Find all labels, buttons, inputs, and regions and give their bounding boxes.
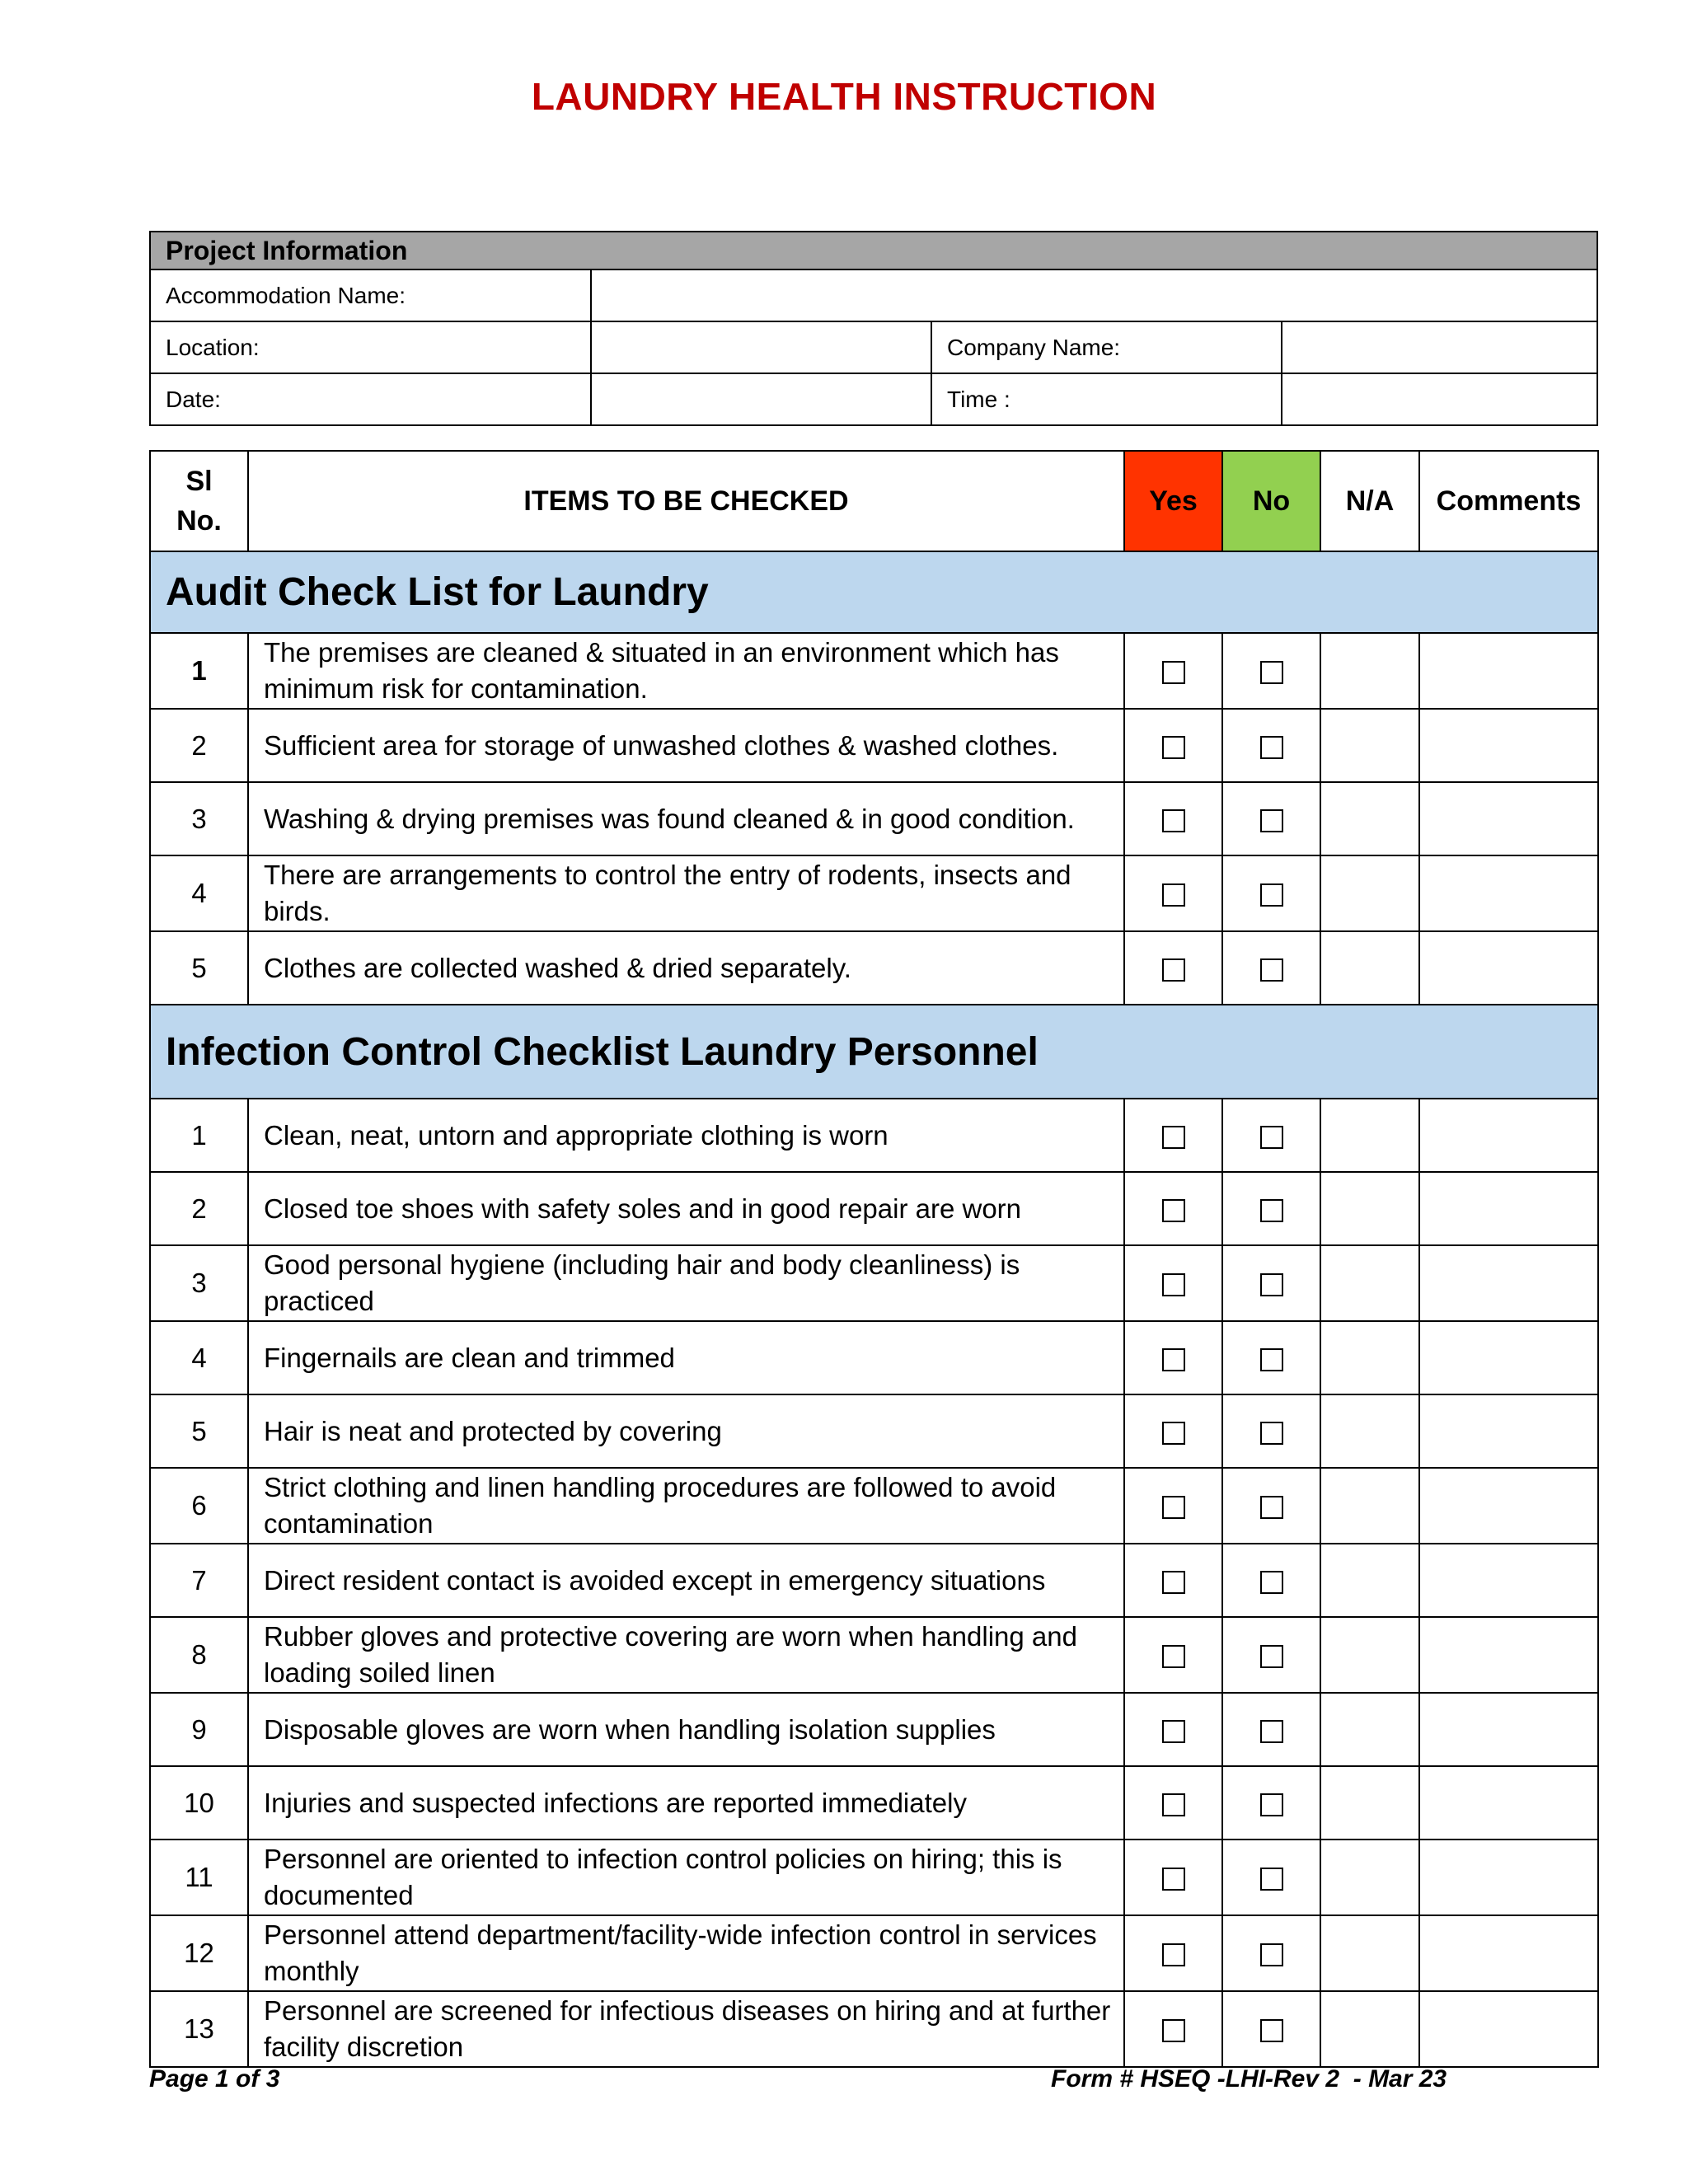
no-cell [1222,1245,1320,1321]
na-cell[interactable] [1320,1468,1419,1544]
checklist-row [150,1321,1598,1394]
document-title: LAUNDRY HEALTH INSTRUCTION [531,75,1157,118]
item-text: Fingernails are clean and trimmed [248,1321,1124,1394]
no-cell [1222,1991,1320,2067]
na-cell[interactable] [1320,931,1419,1005]
na-cell[interactable] [1320,1099,1419,1172]
no-cell [1222,1617,1320,1693]
no-checkbox[interactable] [1260,958,1283,982]
time-field[interactable] [1282,373,1597,425]
no-cell [1222,1099,1320,1172]
comments-cell[interactable] [1419,1840,1598,1915]
yes-cell [1124,1321,1222,1394]
company-field[interactable] [1282,321,1597,373]
comments-cell[interactable] [1419,1915,1598,1991]
location-label: Location: [150,321,591,373]
no-checkbox[interactable] [1260,1868,1283,1891]
row-number: 4 [150,1321,248,1394]
date-field[interactable] [591,373,931,425]
no-cell [1222,1172,1320,1245]
yes-cell [1124,1915,1222,1991]
comments-cell[interactable] [1419,633,1598,709]
checklist-row [150,1617,1598,1693]
checklist-row [150,709,1598,782]
checklist-row [150,1394,1598,1468]
comments-cell[interactable] [1419,1544,1598,1617]
na-cell[interactable] [1320,1172,1419,1245]
yes-cell [1124,782,1222,855]
na-cell[interactable] [1320,1321,1419,1394]
no-cell [1222,1766,1320,1840]
yes-cell [1124,1099,1222,1172]
item-text: Clean, neat, untorn and appropriate clothing is worn [248,1099,1124,1172]
no-checkbox[interactable] [1260,1348,1283,1371]
comments-cell[interactable] [1419,855,1598,931]
yes-checkbox[interactable] [1162,1793,1185,1816]
row-number: 1 [150,633,248,709]
row-number: 11 [150,1840,248,1915]
checklist-row [150,1172,1598,1245]
no-cell [1222,633,1320,709]
comments-cell[interactable] [1419,1099,1598,1172]
yes-checkbox[interactable] [1162,1348,1185,1371]
item-text: Personnel are screened for infectious diseases on hiring and at further facility discretion [248,1991,1124,2067]
na-cell[interactable] [1320,1915,1419,1991]
checklist-row [150,633,1598,709]
yes-cell [1124,855,1222,931]
section-title: Infection Control Checklist Laundry Personnel [150,1005,1598,1099]
row-number: 5 [150,1394,248,1468]
yes-checkbox[interactable] [1162,809,1185,832]
no-checkbox[interactable] [1260,1793,1283,1816]
section-header-row [150,1005,1598,1099]
comments-cell[interactable] [1419,1394,1598,1468]
yes-cell [1124,709,1222,782]
yes-cell [1124,1693,1222,1766]
na-cell[interactable] [1320,1766,1419,1840]
yes-checkbox[interactable] [1162,1496,1185,1519]
yes-cell [1124,1468,1222,1544]
comments-cell[interactable] [1419,782,1598,855]
yes-cell [1124,633,1222,709]
item-text: Strict clothing and linen handling procedures are followed to avoid contamination [248,1468,1124,1544]
date-label: Date: [150,373,591,425]
no-checkbox[interactable] [1260,883,1283,907]
row-number: 12 [150,1915,248,1991]
yes-checkbox[interactable] [1162,2019,1185,2042]
na-cell[interactable] [1320,1394,1419,1468]
row-number: 5 [150,931,248,1005]
row-number: 1 [150,1099,248,1172]
no-checkbox[interactable] [1260,1422,1283,1445]
accommodation-field[interactable] [591,269,1597,321]
comments-cell[interactable] [1419,1617,1598,1693]
yes-cell [1124,931,1222,1005]
comments-cell[interactable] [1419,1172,1598,1245]
yes-cell [1124,1991,1222,2067]
yes-checkbox[interactable] [1162,1199,1185,1222]
yes-checkbox[interactable] [1162,1868,1185,1891]
sl-no-header-label: Sl No. [176,466,222,537]
yes-cell [1124,1544,1222,1617]
na-cell[interactable] [1320,1840,1419,1915]
no-header: No [1222,451,1320,551]
accommodation-label: Accommodation Name: [150,269,591,321]
yes-checkbox[interactable] [1162,883,1185,907]
yes-checkbox[interactable] [1162,958,1185,982]
row-number: 10 [150,1766,248,1840]
checklist-row [150,931,1598,1005]
yes-cell [1124,1394,1222,1468]
checklist-row [150,782,1598,855]
na-cell[interactable] [1320,633,1419,709]
time-label: Time : [931,373,1282,425]
project-info-header: Project Information [150,232,1597,269]
na-cell[interactable] [1320,1693,1419,1766]
no-checkbox[interactable] [1260,2019,1283,2042]
section-title: Audit Check List for Laundry [150,551,1598,633]
checklist-row [150,855,1598,931]
items-header: ITEMS TO BE CHECKED [248,451,1124,551]
yes-header: Yes [1124,451,1222,551]
project-info-header-row [150,232,1597,269]
row-number: 8 [150,1617,248,1693]
checklist-row [150,1991,1598,2067]
na-cell[interactable] [1320,1245,1419,1321]
form-number: Form # HSEQ -LHI-Rev 2 - Mar 23 [1051,2065,1447,2093]
no-checkbox[interactable] [1260,1943,1283,1966]
row-number: 2 [150,709,248,782]
item-text: The premises are cleaned & situated in an environment which has minimum risk for contamination. [248,633,1124,709]
page-number: Page 1 of 3 [149,2065,280,2093]
comments-cell[interactable] [1419,1468,1598,1544]
yes-checkbox[interactable] [1162,1943,1185,1966]
no-cell [1222,1544,1320,1617]
item-text: Direct resident contact is avoided except in emergency situations [248,1544,1124,1617]
checklist-row [150,1915,1598,1991]
yes-checkbox[interactable] [1162,1571,1185,1594]
date-row [150,373,1597,425]
comments-cell[interactable] [1419,1766,1598,1840]
row-number: 2 [150,1172,248,1245]
yes-checkbox[interactable] [1162,736,1185,759]
row-number: 3 [150,1245,248,1321]
comments-cell[interactable] [1419,1693,1598,1766]
location-field[interactable] [591,321,931,373]
item-text: Clothes are collected washed & dried separately. [248,931,1124,1005]
checklist-row [150,1766,1598,1840]
no-checkbox[interactable] [1260,1645,1283,1668]
no-cell [1222,1693,1320,1766]
no-cell [1222,931,1320,1005]
row-number: 7 [150,1544,248,1617]
checklist-row [150,1468,1598,1544]
no-cell [1222,1915,1320,1991]
checklist-row [150,1840,1598,1915]
checklist-row [150,1245,1598,1321]
yes-cell [1124,1245,1222,1321]
na-cell[interactable] [1320,1544,1419,1617]
yes-checkbox[interactable] [1162,661,1185,684]
no-checkbox[interactable] [1260,1273,1283,1296]
no-checkbox[interactable] [1260,1199,1283,1222]
row-number: 9 [150,1693,248,1766]
checklist-row [150,1544,1598,1617]
row-number: 13 [150,1991,248,2067]
comments-cell[interactable] [1419,709,1598,782]
na-header: N/A [1320,451,1419,551]
sl-no-header [150,451,248,551]
yes-cell [1124,1766,1222,1840]
no-cell [1222,855,1320,931]
yes-checkbox[interactable] [1162,1273,1185,1296]
project-information-table [149,231,1598,426]
item-text: Hair is neat and protected by covering [248,1394,1124,1468]
comments-cell[interactable] [1419,931,1598,1005]
item-text: Sufficient area for storage of unwashed clothes & washed clothes. [248,709,1124,782]
no-checkbox[interactable] [1260,1126,1283,1149]
no-checkbox[interactable] [1260,661,1283,684]
no-checkbox[interactable] [1260,1496,1283,1519]
comments-cell[interactable] [1419,1321,1598,1394]
checklist-row [150,1693,1598,1766]
row-number: 4 [150,855,248,931]
no-cell [1222,709,1320,782]
yes-checkbox[interactable] [1162,1126,1185,1149]
checklist-row [150,1099,1598,1172]
yes-cell [1124,1617,1222,1693]
yes-checkbox[interactable] [1162,1422,1185,1445]
location-row [150,321,1597,373]
accommodation-row [150,269,1597,321]
row-number: 6 [150,1468,248,1544]
comments-cell[interactable] [1419,1245,1598,1321]
na-cell[interactable] [1320,855,1419,931]
no-cell [1222,1840,1320,1915]
no-cell [1222,782,1320,855]
item-text: There are arrangements to control the entry of rodents, insects and birds. [248,855,1124,931]
company-label: Company Name: [931,321,1282,373]
no-checkbox[interactable] [1260,1571,1283,1594]
yes-checkbox[interactable] [1162,1645,1185,1668]
item-text: Personnel are oriented to infection control policies on hiring; this is documented [248,1840,1124,1915]
no-cell [1222,1321,1320,1394]
na-cell[interactable] [1320,1617,1419,1693]
na-cell[interactable] [1320,782,1419,855]
na-cell[interactable] [1320,709,1419,782]
item-text: Rubber gloves and protective covering are worn when handling and loading soiled linen [248,1617,1124,1693]
no-checkbox[interactable] [1260,809,1283,832]
row-number: 3 [150,782,248,855]
item-text: Injuries and suspected infections are reported immediately [248,1766,1124,1840]
item-text: Personnel attend department/facility-wide infection control in services monthly [248,1915,1124,1991]
na-cell[interactable] [1320,1991,1419,2067]
no-cell [1222,1394,1320,1468]
yes-cell [1124,1840,1222,1915]
no-checkbox[interactable] [1260,736,1283,759]
yes-checkbox[interactable] [1162,1720,1185,1743]
checklist-table [149,450,1599,2068]
item-text: Good personal hygiene (including hair and body cleanliness) is practiced [248,1245,1124,1321]
yes-cell [1124,1172,1222,1245]
item-text: Washing & drying premises was found cleaned & in good condition. [248,782,1124,855]
section-header-row [150,551,1598,633]
comments-header: Comments [1419,451,1598,551]
checklist-header-row [150,451,1598,551]
no-cell [1222,1468,1320,1544]
no-checkbox[interactable] [1260,1720,1283,1743]
item-text: Disposable gloves are worn when handling isolation supplies [248,1693,1124,1766]
item-text: Closed toe shoes with safety soles and in good repair are worn [248,1172,1124,1245]
comments-cell[interactable] [1419,1991,1598,2067]
